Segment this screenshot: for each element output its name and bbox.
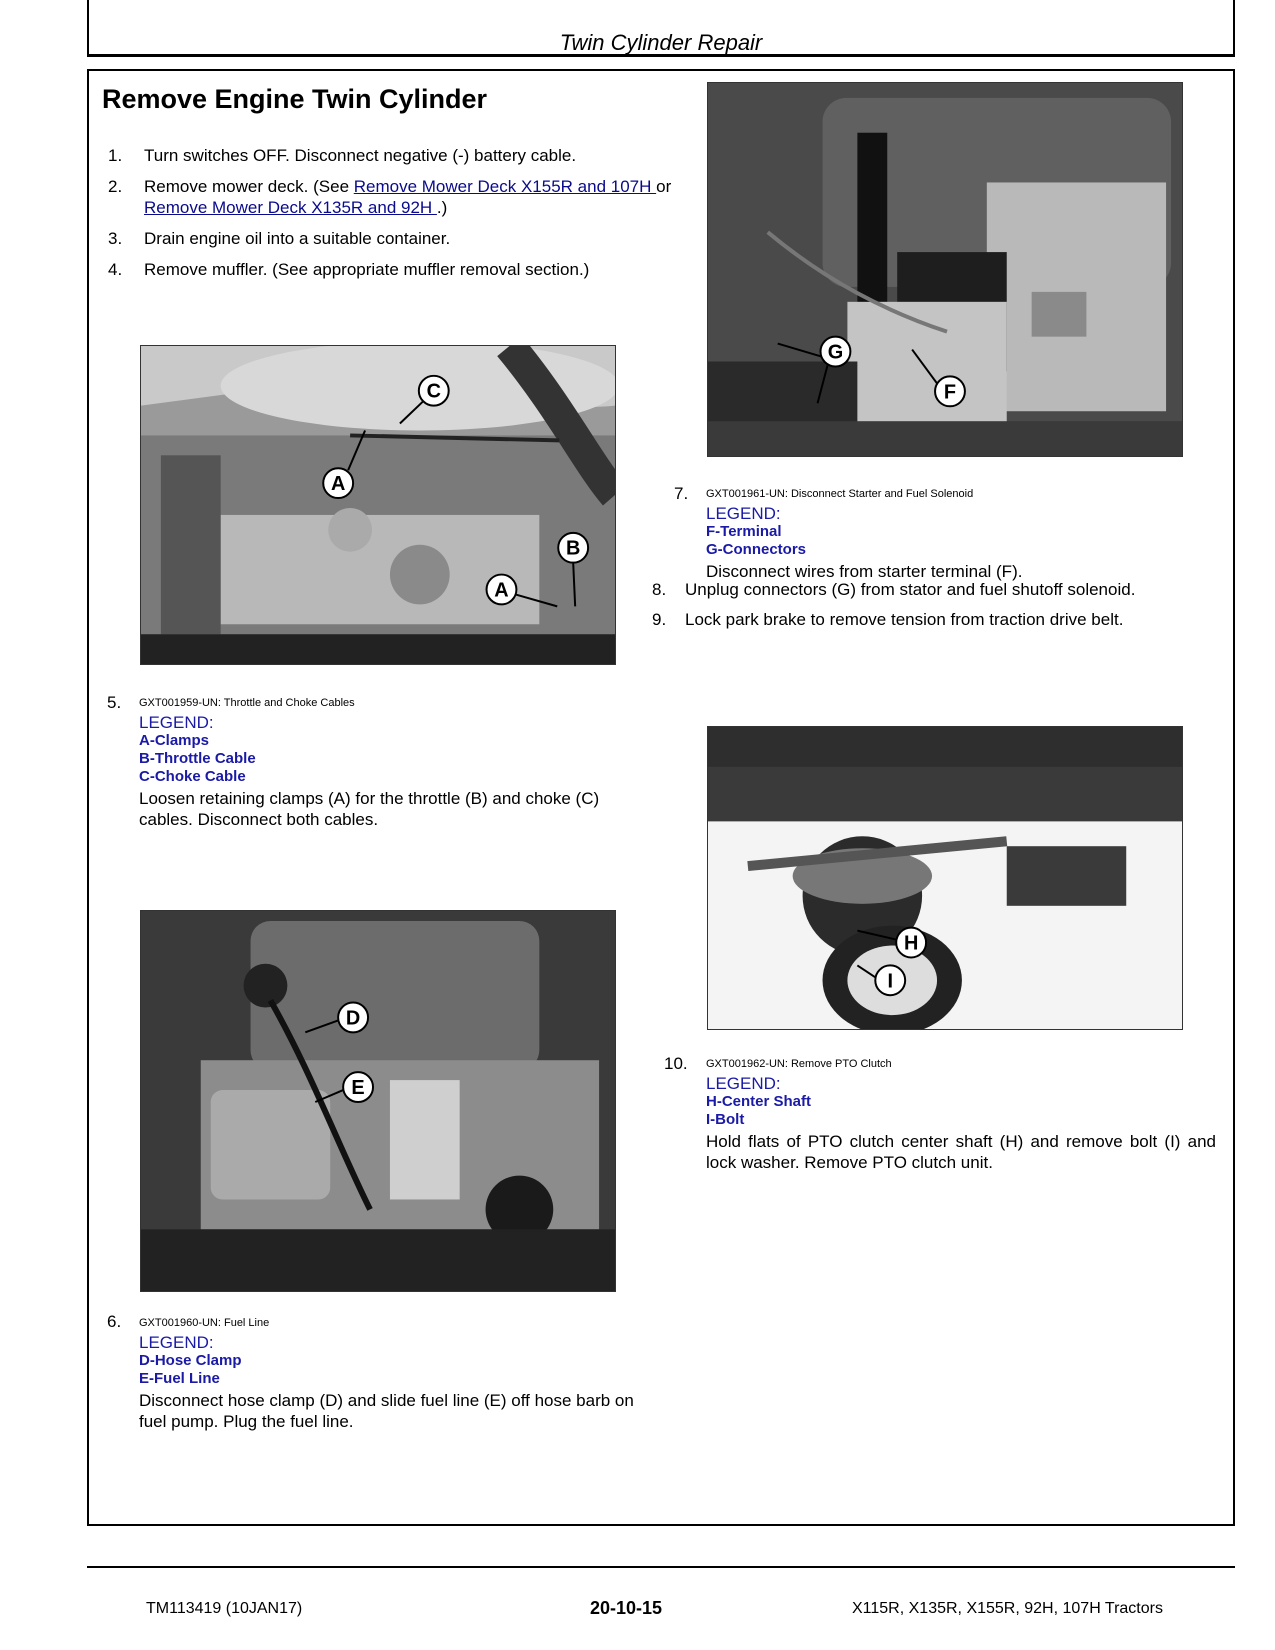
step-8: 8. Unplug connectors (G) from stator and fuel shutoff solenoid. [652, 580, 1136, 599]
page-header [87, 0, 1235, 57]
step-2: 2. Remove mower deck. (See Remove Mower Deck X155R and 107H or Remove Mower Deck X135R and 92H .) [108, 177, 672, 217]
fig5-number: 5. [107, 693, 122, 712]
fig10-legend-item: I-Bolt [706, 1111, 745, 1128]
right-steps [652, 579, 1212, 639]
link-remove-mower-deck-x155r[interactable]: Remove Mower Deck X155R and 107H [353, 177, 657, 196]
link-remove-mower-deck-x135r[interactable]: Remove Mower Deck X135R and 92H [144, 198, 437, 217]
step-4: 4. Remove muffler. (See appropriate muffler removal section.) [108, 260, 590, 279]
fig6-caption [139, 1317, 647, 1432]
photo-fuel-line [140, 910, 616, 1292]
fig6-legend-title: LEGEND: [139, 1333, 214, 1352]
footer-rule [87, 1566, 1235, 1568]
callout-b: B [565, 537, 581, 560]
fig7-legend-item: F-Terminal [706, 523, 782, 540]
fig6-number: 6. [107, 1312, 122, 1331]
section-title: Remove Engine Twin Cylinder [102, 84, 488, 114]
fig7-description: Disconnect wires from starter terminal (F). [706, 562, 1023, 581]
fig5-legend-item: A-Clamps [139, 732, 210, 749]
fig5-legend-title: LEGEND: [139, 713, 214, 732]
footer-models: X115R, X135R, X155R, 92H, 107H Tractors [852, 1600, 1163, 1617]
callout-a-upper: A [330, 473, 346, 496]
initial-steps [108, 145, 678, 290]
fig10-description: Hold flats of PTO clutch center shaft (H) and remove bolt (I) and lock washer. Remove PTO clutch unit. [706, 1132, 1216, 1172]
callout-g: G [827, 341, 844, 364]
fig5-description: Loosen retaining clamps (A) for the throttle (B) and choke (C) cables. Disconnect both cables. [139, 789, 600, 829]
fig10-caption [706, 1058, 1216, 1173]
step-9: 9. Lock park brake to remove tension from traction drive belt. [652, 610, 1124, 629]
fig5-legend-item: C-Choke Cable [139, 768, 246, 785]
fig6-id: GXT001960-UN: Fuel Line [139, 1317, 270, 1329]
header-title: Twin Cylinder Repair [559, 30, 763, 55]
fig10-legend-item: H-Center Shaft [706, 1093, 812, 1110]
fig7-id: GXT001961-UN: Disconnect Starter and Fuel Solenoid [706, 488, 974, 500]
callout-f: F [943, 381, 957, 404]
fig6-description: Disconnect hose clamp (D) and slide fuel line (E) off hose barb on fuel pump. Plug the fuel line. [139, 1391, 634, 1431]
photo-pto-clutch [707, 726, 1183, 1030]
callout-e: E [351, 1077, 365, 1100]
fig7-number: 7. [674, 484, 689, 503]
footer-page-number: 20-10-15 [590, 1598, 663, 1618]
fig6-legend-item: D-Hose Clamp [139, 1352, 242, 1369]
callout-d: D [345, 1007, 361, 1030]
footer-doc-id: TM113419 (10JAN17) [146, 1600, 303, 1617]
fig5-legend-item: B-Throttle Cable [139, 750, 256, 767]
fig5-caption [139, 697, 647, 830]
step-1: 1. Turn switches OFF. Disconnect negative (-) battery cable. [108, 146, 577, 165]
fig5-id: GXT001959-UN: Throttle and Choke Cables [139, 697, 355, 709]
fig10-id: GXT001962-UN: Remove PTO Clutch [706, 1058, 892, 1070]
fig7-legend-title: LEGEND: [706, 504, 781, 523]
callout-h: H [903, 932, 919, 955]
callout-a-lower: A [494, 579, 509, 602]
photo-starter-fuel-solenoid [707, 82, 1183, 457]
fig7-caption [706, 488, 1216, 582]
fig10-number: 10. [664, 1054, 688, 1073]
step-3: 3. Drain engine oil into a suitable container. [108, 229, 451, 248]
callout-c: C [426, 380, 441, 403]
fig7-legend-item: G-Connectors [706, 541, 807, 558]
photo-throttle-choke-cables [140, 345, 616, 665]
fig10-legend-title: LEGEND: [706, 1074, 781, 1093]
fig6-legend-item: E-Fuel Line [139, 1370, 220, 1387]
callout-i: I [887, 970, 893, 993]
